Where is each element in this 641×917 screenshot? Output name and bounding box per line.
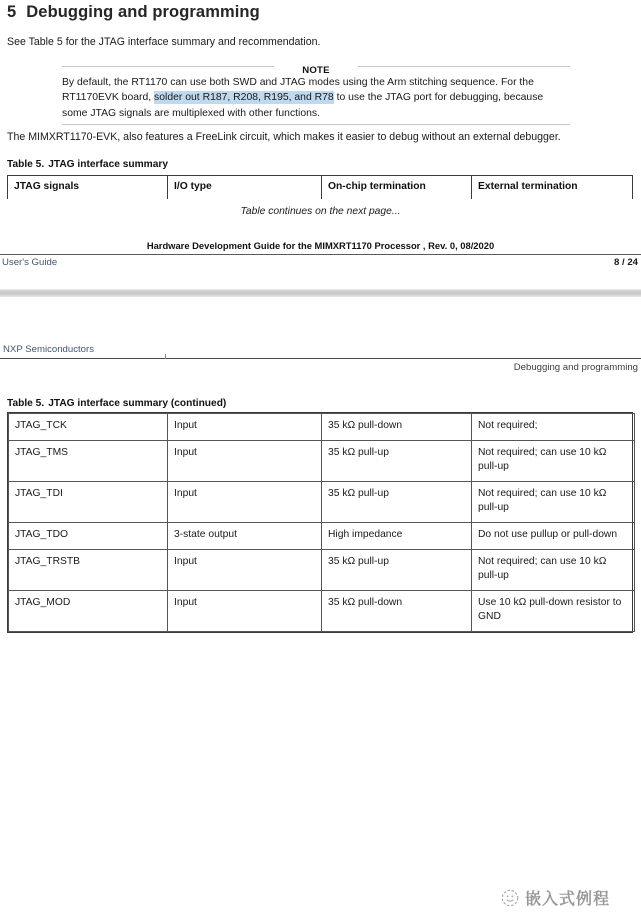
table-cell: JTAG_TDI (9, 481, 168, 522)
note-rule-left (62, 66, 274, 67)
header-divider (0, 358, 641, 359)
table-cell: Not required; can use 10 kΩ pull-up (472, 440, 635, 481)
footer-document-title: Hardware Development Guide for the MIMXRT1170 Processor , Rev. 0, 08/2020 (146, 240, 495, 251)
table-cell: JTAG_MOD (9, 590, 168, 631)
footer-page-number: 8 / 24 (613, 257, 638, 268)
table-caption-page1 (7, 159, 168, 170)
footer-guide-label: User's Guide (2, 257, 58, 268)
page-title (7, 3, 260, 22)
table-cell: 3-state output (168, 522, 322, 549)
table-cell: Input (168, 440, 322, 481)
table-caption-page2 (7, 398, 226, 409)
watermark-overlay (497, 883, 637, 917)
table-cell: Not required; can use 10 kΩ pull-up (472, 549, 635, 590)
table-cell: Input (168, 414, 322, 441)
column-header-io-type: I/O type (174, 181, 212, 192)
header-company-name: NXP Semiconductors (3, 344, 95, 355)
table-caption-label: Table 5. (7, 159, 45, 170)
table-cell: JTAG_TDO (9, 522, 168, 549)
table-cell: Input (168, 481, 322, 522)
table-cell: 35 kΩ pull-down (322, 414, 472, 441)
table-cell: Not required; (472, 414, 635, 441)
note-highlighted-text: solder out R187, R208, R195, and R78 (154, 92, 334, 104)
table-row (9, 481, 635, 522)
freelink-paragraph: The MIMXRT1170-EVK, also features a FreeLink circuit, which makes it easier to debug without an external debugger. (7, 131, 561, 143)
section-title: Debugging and programming (26, 3, 260, 21)
table-row (9, 590, 635, 631)
table-cell: Do not use pullup or pull-down (472, 522, 635, 549)
document-page-2 (0, 297, 641, 908)
note-label: NOTE (302, 65, 330, 76)
table-row (9, 440, 635, 481)
table-cell: Use 10 kΩ pull-down resistor to GND (472, 590, 635, 631)
table-caption-text-2: JTAG interface summary (continued) (48, 398, 227, 409)
table-continues-note: Table continues on the next page... (240, 206, 401, 217)
document-page-1 (0, 0, 641, 289)
note-line-1: By default, the RT1170 can use both SWD and JTAG modes using the Arm stitching sequence. For the (62, 77, 534, 88)
table-cell: JTAG_TMS (9, 440, 168, 481)
table-row (9, 522, 635, 549)
table-header-row-page1 (7, 175, 633, 199)
note-header (62, 60, 570, 76)
intro-paragraph: See Table 5 for the JTAG interface summary and recommendation. (7, 36, 321, 48)
circle-face-logo-icon (499, 888, 521, 908)
section-number: 5 (7, 3, 17, 21)
column-header-onchip-termination: On-chip termination (328, 181, 426, 192)
table-cell: 35 kΩ pull-up (322, 549, 472, 590)
table-cell: Not required; can use 10 kΩ pull-up (472, 481, 635, 522)
table-caption-label-2: Table 5. (7, 398, 45, 409)
note-rule-right (358, 66, 570, 67)
table-cell: 35 kΩ pull-down (322, 590, 472, 631)
note-line-2-pre: RT1170EVK board, (62, 92, 155, 104)
header-divider-tick (165, 354, 166, 359)
header-section-name: Debugging and programming (513, 362, 638, 373)
note-line-3: JTAG signals are multiplexed with other functions. (90, 107, 320, 119)
table-body (8, 413, 635, 632)
footer-divider (0, 254, 641, 255)
table-caption-text: JTAG interface summary (48, 159, 169, 170)
table-cell: JTAG_TCK (9, 414, 168, 441)
table-cell: Input (168, 590, 322, 631)
table-row (9, 549, 635, 590)
table-cell: Input (168, 549, 322, 590)
table-cell: 35 kΩ pull-up (322, 481, 472, 522)
page-separator-band (0, 289, 641, 297)
watermark-text: 嵌入式例程 (525, 889, 611, 908)
note-rule-bottom (62, 124, 570, 125)
column-header-external-termination: External termination (478, 181, 578, 192)
table-cell: 35 kΩ pull-up (322, 440, 472, 481)
column-header-jtag-signals: JTAG signals (14, 181, 80, 192)
note-line-2-post: to use the JTAG port for debugging, because some (62, 92, 544, 119)
jtag-interface-table (7, 412, 633, 633)
note-callout (62, 60, 570, 125)
table-cell: JTAG_TRSTB (9, 549, 168, 590)
table-cell: High impedance (322, 522, 472, 549)
table-row (9, 414, 635, 441)
note-body (62, 75, 570, 124)
